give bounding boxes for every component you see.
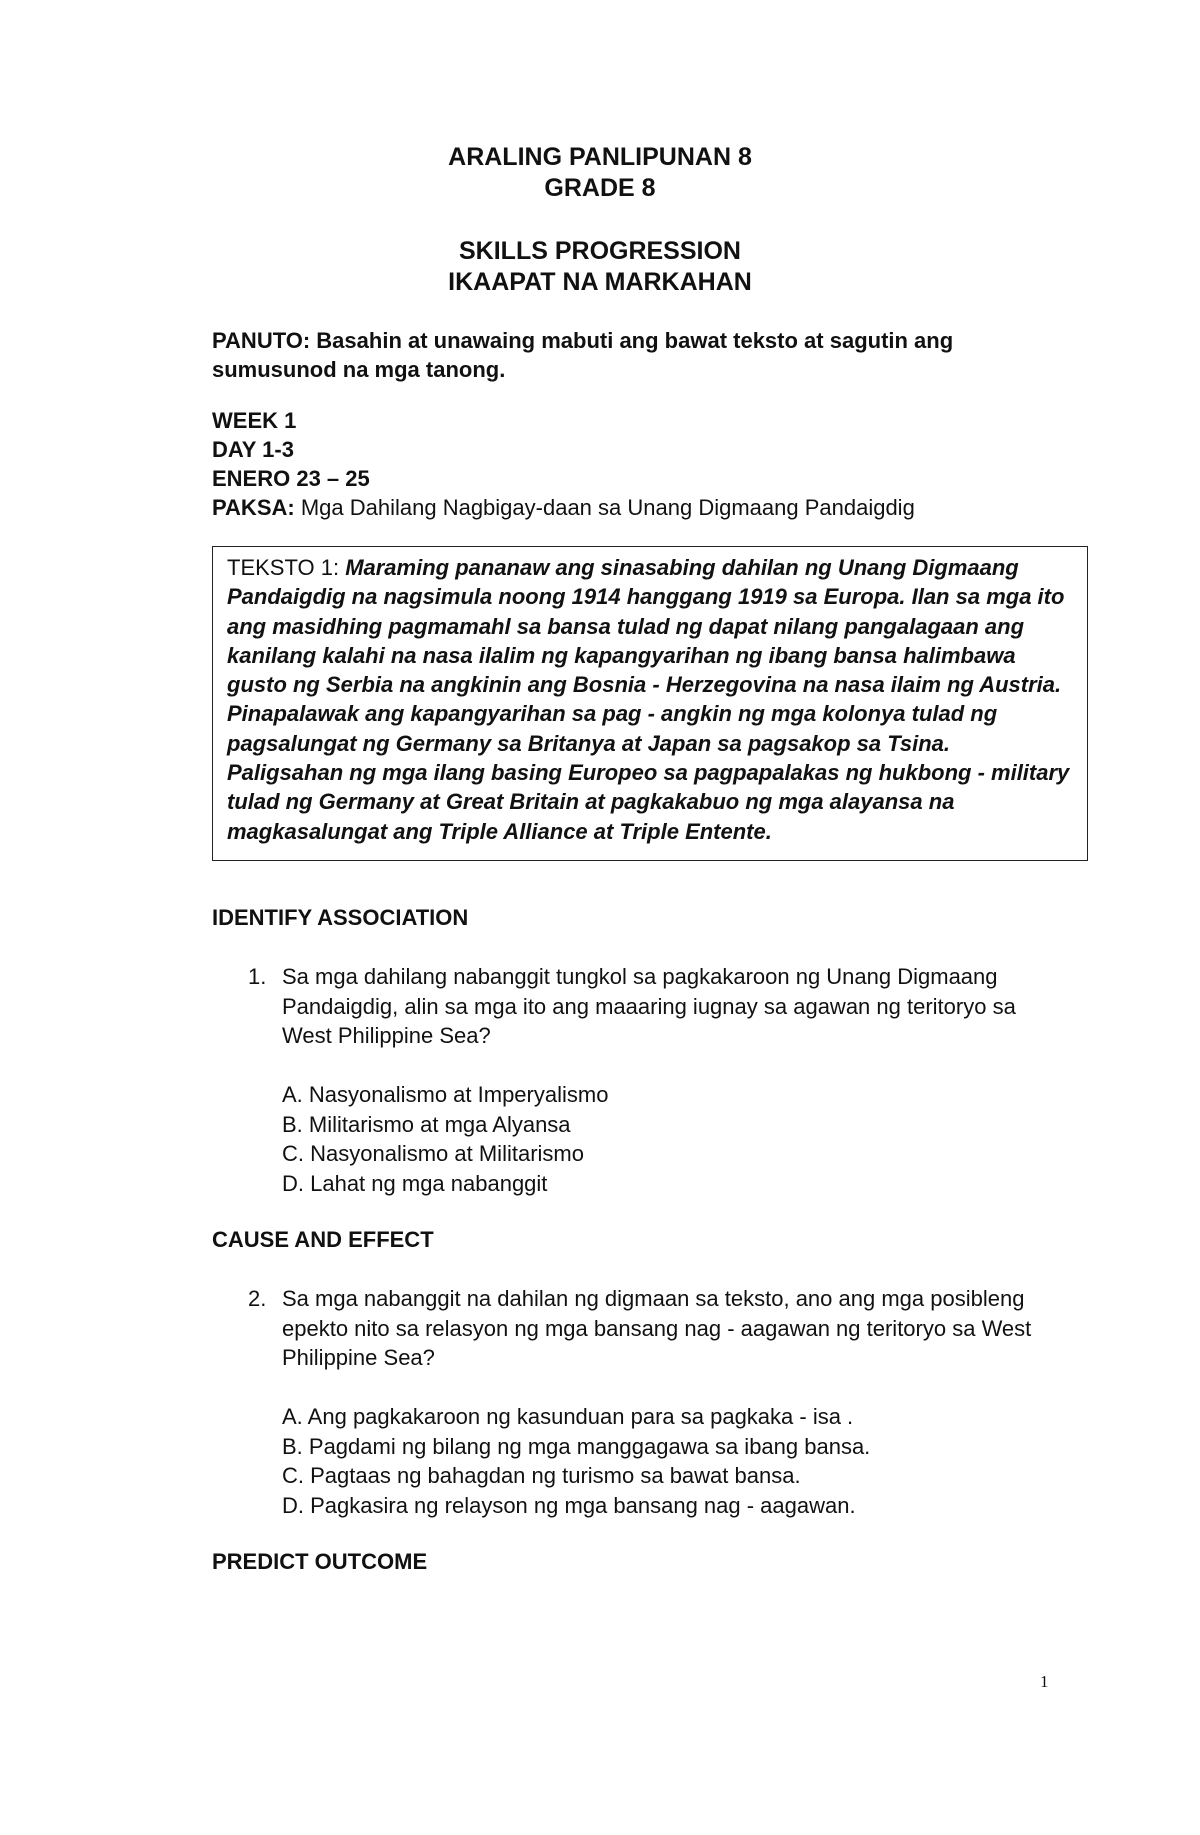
topic-line xyxy=(212,493,1082,522)
document-subheader xyxy=(0,236,1200,298)
choice-b: B. Militarismo at mga Alyansa xyxy=(282,1111,571,1137)
text-label: TEKSTO 1: xyxy=(227,555,346,580)
section-heading-predict-outcome: PREDICT OUTCOME xyxy=(212,1549,428,1574)
choices-list-1 xyxy=(282,1080,1062,1198)
day-label: DAY 1-3 xyxy=(212,437,294,462)
choice-b: B. Pagdami ng bilang ng mga manggagawa sa ibang bansa. xyxy=(282,1433,871,1459)
topic-value: Mga Dahilang Nagbigay-daan sa Unang Digmaang Pandaigdig xyxy=(294,495,915,520)
date-label: ENERO 23 – 25 xyxy=(212,466,370,491)
section-heading-cause-and-effect: CAUSE AND EFFECT xyxy=(212,1227,434,1252)
question-number: 2. xyxy=(248,1286,267,1311)
choice-c: C. Nasyonalismo at Militarismo xyxy=(282,1141,584,1166)
lesson-meta xyxy=(212,406,1082,522)
choices-list-2 xyxy=(282,1402,1062,1520)
reading-text-box xyxy=(212,546,1088,861)
choice-a: A. Ang pagkakaroon ng kasunduan para sa pagkaka - isa . xyxy=(282,1404,854,1429)
page-number: 1 xyxy=(1040,1672,1049,1691)
choice-c: C. Pagtaas ng bahagdan ng turismo sa bawat bansa. xyxy=(282,1463,801,1488)
choice-d: D. Lahat ng mga nabanggit xyxy=(282,1170,548,1196)
grade-title: GRADE 8 xyxy=(544,174,656,202)
choice-a: A. Nasyonalismo at Imperyalismo xyxy=(282,1082,609,1107)
instructions: PANUTO: Basahin at unawaing mabuti ang bawat teksto at sagutin ang sumusunod na mga tanong. xyxy=(212,328,954,382)
text-body: Maraming pananaw ang sinasabing dahilan ng Unang Digmaang Pandaigdig na nagsimula noong 1914 hanggang 1919 sa Europa. Ilan sa mga ito ang masidhing pagmamahl sa bansa tulad ng dapat nilang pangalagaan ang kanilang kalahi na nasa ilalim ng kapangyarihan ng ibang bansa halimbawa gusto ng Serbia na angkinin ang Bosnia - Herzegovina na nasa ilaim ng Austria. Pinapalawak ang kapangyarihan sa pag - angkin ng mga kolonya tulad ng pagsalungat ng Germany sa Britanya at Japan sa pagsakop sa Tsina. Paligsahan ng mga ilang basing Europeo sa pagpapalakas ng hukbong - military tulad ng Germany at Great Britain at pagkakabuo ng mga alayansa na magkasalungat ang Triple Alliance at Triple Entente. xyxy=(227,555,1070,844)
subject-title: ARALING PANLIPUNAN 8 xyxy=(448,143,752,171)
question-1 xyxy=(248,962,1068,1051)
question-text: Sa mga dahilang nabanggit tungkol sa pagkakaroon ng Unang Digmaang Pandaigdig, alin sa mga ito ang maaaring iugnay sa agawan ng teritoryo sa West Philippine Sea? xyxy=(282,964,1016,1048)
section-heading-identify-association: IDENTIFY ASSOCIATION xyxy=(212,905,469,930)
choice-d: D. Pagkasira ng relayson ng mga bansang nag - aagawan. xyxy=(282,1492,856,1518)
document-header xyxy=(0,142,1200,204)
quarter-title: IKAAPAT NA MARKAHAN xyxy=(448,268,752,296)
week-label: WEEK 1 xyxy=(212,408,297,433)
question-number: 1. xyxy=(248,964,267,989)
skills-progression-title: SKILLS PROGRESSION xyxy=(459,237,741,265)
question-text: Sa mga nabanggit na dahilan ng digmaan sa teksto, ano ang mga posibleng epekto nito sa relasyon ng mga bansang nag - aagawan ng teritoryo sa West Philippine Sea? xyxy=(282,1286,1032,1370)
topic-label: PAKSA: xyxy=(212,495,295,520)
question-2 xyxy=(248,1284,1068,1373)
